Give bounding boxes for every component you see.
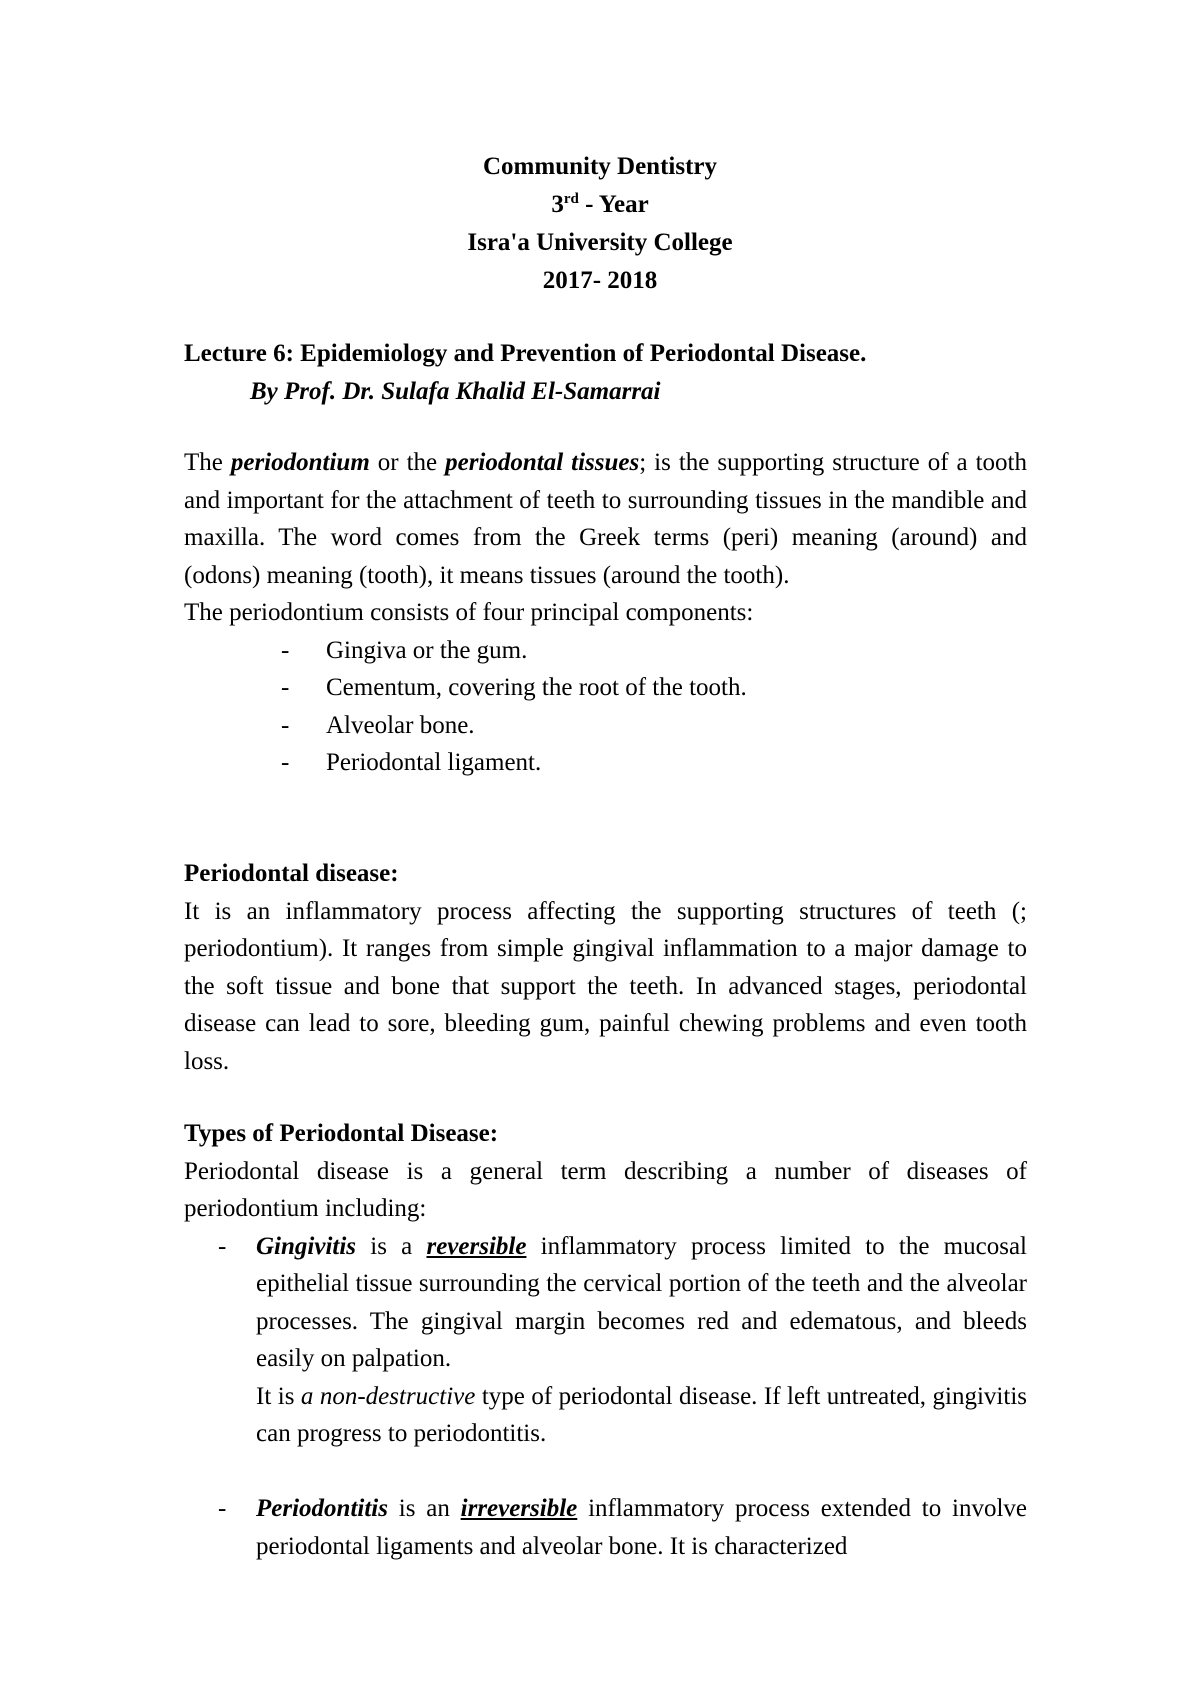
components-list bbox=[184, 632, 1027, 782]
periodontitis-text-b: inflammatory process extended to involve periodontal ligaments and alveolar bone. It is characterized bbox=[256, 1495, 1027, 1560]
component-text: Cementum, covering the root of the tooth. bbox=[326, 674, 747, 701]
term-non-destructive: a non-destructive bbox=[300, 1382, 476, 1410]
disease-paragraph: It is an inflammatory process affecting the supporting structures of teeth (; periodontium). It ranges from simple gingival inflammation to a major damage to the soft tissue and bone that support the teeth. In advanced stages, periodontal disease can lead to sore, bleeding gum, painful chewing problems and even tooth loss. bbox=[184, 897, 1027, 1075]
dash-bullet: - bbox=[281, 711, 290, 739]
intro-section bbox=[184, 444, 1027, 782]
course-year bbox=[0, 186, 1200, 224]
term-gingivitis: Gingivitis bbox=[256, 1232, 357, 1260]
component-text: Gingiva or the gum. bbox=[326, 636, 528, 664]
list-item bbox=[184, 632, 1027, 670]
document-header bbox=[0, 148, 1200, 300]
dash-bullet: - bbox=[281, 674, 290, 701]
intro-text-c: ; is the supporting structure of a tooth and important for the attachment of teeth to surrounding tissues in the mandible and maxilla. The word comes from the Greek terms (peri) meaning (around) and (odons) meaning (tooth), it means tissues (around the tooth). bbox=[184, 449, 1027, 589]
dash-bullet: - bbox=[281, 636, 290, 664]
dash-bullet: - bbox=[281, 749, 290, 776]
types-list bbox=[184, 1228, 1027, 1453]
gingivitis-paragraph bbox=[256, 1228, 1027, 1378]
year-superscript: rd bbox=[563, 191, 579, 207]
list-item-gingivitis bbox=[184, 1228, 1027, 1453]
dash-bullet: - bbox=[218, 1495, 227, 1522]
gingivitis-text-e: type of periodontal disease. If left untreated, gingivitis can progress to periodontitis. bbox=[256, 1382, 1027, 1447]
disease-heading: Periodontal disease: bbox=[184, 860, 399, 887]
periodontitis-section bbox=[184, 1490, 1027, 1565]
list-item bbox=[184, 707, 1027, 745]
components-lead: The periodontium consists of four principal components: bbox=[184, 599, 754, 626]
list-item bbox=[184, 669, 1027, 707]
gingivitis-text-c: It is bbox=[256, 1382, 301, 1410]
list-item bbox=[184, 744, 1027, 782]
term-periodontitis: Periodontitis bbox=[256, 1495, 388, 1522]
intro-paragraph bbox=[184, 444, 1027, 594]
lecture-author: By Prof. Dr. Sulafa Khalid El-Samarrai bbox=[250, 378, 661, 405]
gingivitis-note bbox=[256, 1378, 1027, 1453]
list-item-periodontitis bbox=[184, 1490, 1027, 1565]
year-suffix: - Year bbox=[578, 191, 649, 218]
types-intro: Periodontal disease is a general term describing a number of diseases of periodontium including: bbox=[184, 1157, 1027, 1222]
year-number: 3 bbox=[551, 191, 564, 218]
periodontitis-paragraph bbox=[256, 1490, 1027, 1565]
gingivitis-text-b: inflammatory process limited to the mucosal epithelial tissue surrounding the cervical portion of the teeth and the alveolar processes. The gingival margin becomes red and edematous, and bleeds easily on palpation. bbox=[256, 1232, 1027, 1372]
gingivitis-text-a: is a bbox=[356, 1232, 427, 1260]
types-heading: Types of Periodontal Disease: bbox=[184, 1120, 499, 1147]
term-periodontium: periodontium bbox=[230, 449, 370, 476]
term-reversible: reversible bbox=[426, 1232, 527, 1260]
course-title: Community Dentistry bbox=[482, 153, 717, 180]
dash-bullet: - bbox=[218, 1232, 227, 1260]
periodontitis-text-a: is an bbox=[387, 1495, 461, 1522]
college-name: Isra'a University College bbox=[467, 229, 733, 256]
component-text: Alveolar bone. bbox=[326, 711, 475, 739]
component-text: Periodontal ligament. bbox=[326, 749, 542, 776]
intro-text-b: or the bbox=[369, 449, 446, 476]
intro-text-a: The bbox=[184, 449, 231, 476]
lecture-title: Lecture 6: Epidemiology and Prevention of Periodontal Disease. bbox=[184, 340, 867, 367]
term-periodontal-tissues: periodontal tissues bbox=[445, 449, 640, 476]
types-list-continued bbox=[184, 1490, 1027, 1565]
academic-year: 2017- 2018 bbox=[542, 267, 658, 294]
types-section bbox=[184, 1115, 1027, 1453]
term-irreversible: irreversible bbox=[460, 1495, 578, 1522]
disease-section bbox=[184, 855, 1027, 1080]
